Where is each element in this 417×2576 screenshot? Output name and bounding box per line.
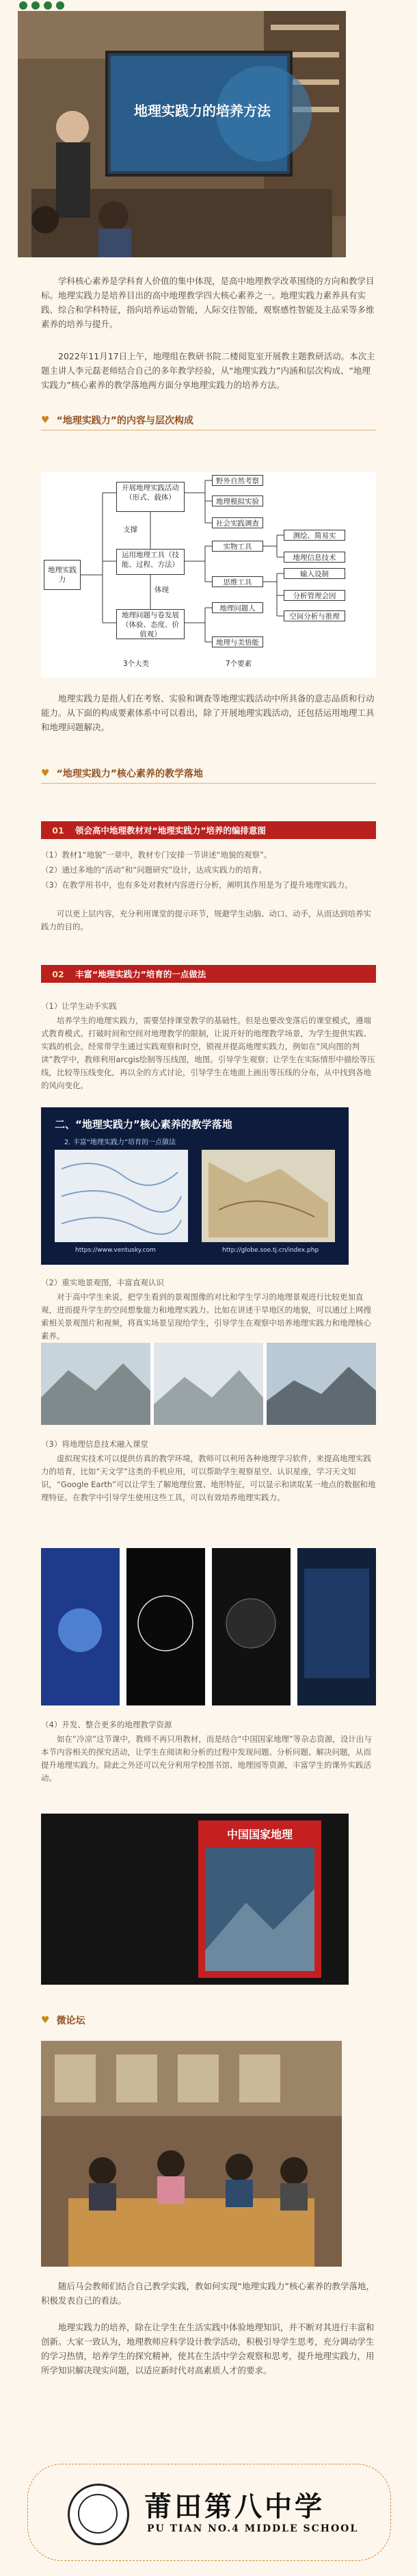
section-heading-3 — [41, 2012, 85, 2028]
item-body: 虚拟现实技术可以提供仿真的教学环境，教师可以利用各种地理学习软件，来提高地理实践力的培育，比如“天文学”这类的手机应用，可以帮助学生观察星空、认识星座，学习天文知识，“Google Earth”可以让学生了解地理位置、地形特征，可以显示和读取某一地点的数据和地理特征。在教学中引导学生使用这些工具，可以有效培养地理实践力。 — [41, 1454, 376, 1502]
slide-subtitle: 2. 丰富“地理实践力”培育的一点做法 — [64, 1139, 176, 1146]
diagram-element: 地理问题人 — [212, 602, 263, 613]
slide-screenshot — [41, 1107, 349, 1265]
discussion-photo — [41, 2041, 342, 2267]
divider — [41, 783, 376, 784]
diagram-sub-element: 分析管理会因 — [284, 590, 345, 601]
diagram-activities: 开展地理实践活动（形式、载体） — [116, 482, 185, 512]
comment-icon[interactable] — [44, 1, 52, 10]
magazine-photo — [41, 1814, 349, 1985]
slide-title: 二、“地理实践力”核心素养的教学落地 — [55, 1118, 232, 1131]
subsection-banner-2 — [41, 965, 376, 983]
diagram-element: 野外自然考察 — [212, 475, 263, 486]
section-heading-2 — [41, 765, 203, 782]
diagram-bottom-right: 7个要素 — [226, 660, 252, 668]
landscape-collage — [41, 1343, 376, 1425]
school-footer — [27, 2464, 391, 2561]
section-title: “地理实践力”的内容与层次构成 — [56, 415, 193, 426]
list-item: （1）教材1“地貌”一章中，教材专门安排一节讲述“地貌的观察”。 — [41, 850, 272, 860]
like-icon[interactable] — [31, 1, 40, 10]
banner-text: 丰富“地理实践力”培育的一点做法 — [75, 969, 206, 979]
section-title: “地理实践力”核心素养的教学落地 — [56, 769, 203, 780]
diagram-element: 思维工具 — [212, 576, 263, 587]
list-item: （3）在教学用书中，也有多处对教材内容进行分析，阐明其作用是为了提升地理实践力。 — [41, 880, 353, 890]
heart-icon: ♥ — [41, 415, 50, 426]
diagram-center: 地理实践力 — [44, 560, 81, 590]
item-title: （2）重实地景观图，丰富直观认识 — [41, 1278, 164, 1287]
item-title: （4）开发、整合更多的地理教学资源 — [41, 1720, 172, 1729]
diagram-embody-label: 体现 — [154, 586, 169, 594]
school-logo-icon — [68, 2484, 129, 2545]
diagram-element: 社会实践调查 — [212, 517, 263, 528]
app-screenshots — [41, 1548, 376, 1705]
share-icon[interactable] — [19, 1, 27, 10]
slide-url[interactable]: http://globe.soe.tj.cn/index.php — [222, 1247, 319, 1254]
diagram-element: 地理与美悟能 — [212, 636, 263, 647]
section-title: 微论坛 — [56, 2015, 85, 2026]
competency-diagram — [41, 472, 376, 678]
banner-text: 领会高中地理教材对“地理实践力”培养的编排意图 — [75, 825, 266, 836]
diagram-problems: 地理问题与卷发展（体验、态度、价值观） — [116, 609, 185, 639]
section-heading-1 — [41, 412, 193, 428]
school-name: 莆田第八中学 — [144, 2490, 325, 2523]
diagram-element: 实物工具 — [212, 541, 263, 552]
section1-paragraph: 地理实践力是指人们在考察、实验和调查等地理实践活动中所具备的意志品质和行动能力。从下面的构成要素体系中可以看出，除了开展地理实践活动，还包括运用地理工具和地理问题解决。 — [41, 693, 375, 732]
item-title: （3）将地理信息技术融入课堂 — [41, 1439, 148, 1449]
diagram-sub-element: 输入设制 — [284, 568, 345, 579]
slide-url[interactable]: https://www.ventusky.com — [75, 1247, 156, 1254]
subsection-banner-1 — [41, 821, 376, 839]
list-item: （2）通过多地的“活动”和“问题研究”设计，达成实践力的培育。 — [41, 865, 267, 875]
list-summary: 可以更上层内容，充分利用课堂的提示环节，规避学生动脑、动口、动手，从而达到培养实践力的目的。 — [41, 909, 371, 931]
diagram-sub-element: 测绘、简易实 — [284, 530, 345, 541]
magazine-title: 中国国家地理 — [226, 1828, 293, 1841]
heart-icon: ♥ — [41, 768, 50, 779]
closing-paragraph-2: 地理实践力的培养，除在让学生在生活实践中体验地理知识，并不断对其进行丰富和创新。大家一致认为，地理教师应科学设计教学活动，积极引导学生思考，充分调动学生的学习热情，培养学生的探究精神，使其在生活中学会观察和思考，提升地理实践力，用所学知识解决现实问题，以适应新时代对高素质人才的要求。 — [41, 2322, 375, 2375]
diagram-sub-element: 地理信息技术 — [284, 552, 345, 563]
intro-paragraph-2: 2022年11月17日上午，地理组在教研书院二楼阅览室开展教主题教研活动。本次主题主讲人李元磊老师结合自己的多年教学经验，从“地理实践力”内涵和层次构成、“地理实践力”核心素养的教学落地两方面分享地理实践力的培养方法。 — [41, 351, 375, 390]
banner-number: 01 — [52, 825, 64, 836]
forward-icon[interactable] — [56, 1, 64, 10]
closing-paragraph-1: 随后马会教师们结合自己教学实践，教如何实现“地理实践力”核心素养的教学落地，积极发表自己的看法。 — [41, 2281, 375, 2306]
hero-photo — [18, 11, 346, 257]
diagram-bottom-left: 3个大类 — [123, 660, 150, 668]
item-body: 培养学生的地理实践力，需要坚持课堂教学的基础性。但是也要改变落后的课堂模式，遵端式教育模式。打破时间和空间对地理教学的限制，让说开好的地理教学场景，为学生提供实践、实践的机会。经常带学生通过实践观察和时空，锁视并提高地理实践力，例如在“风向图的判读”教学中，教师利用arcgis绘制等压线图，地图。引导学生观察；让学生在实际情形中描绘等压线，比较等压线变化，再以全的方式讨论，引导学生在地面上画出等压线的分布，从中找到各地的风向变化。 — [41, 1016, 375, 1090]
item-body: 对于高中学生来说，把学生看到的景观图像的对比和学生学习的地理景观进行比较更加直观，进而提升学生的空间想象能力和地理实践力。比如在讲述干旱地区的地貌，可以通过上网搜索相关景观图片和视频，将真实场景呈现给学生，引导学生在观察中培养地理实践力和地理核心素养。 — [41, 1292, 371, 1341]
diagram-element: 地理模拟实验 — [212, 495, 263, 506]
item-body: 如在“冷凉”这节课中，教师不再只用教材，而是结合“中国国家地理”等杂志资源，设计出与本节内容相关的探究活动，让学生在阅读和分析的过程中发现问题、分析问题、解决问题，从而提升地理实践力。除此之外还可以充分利用学校图书馆、地理园等资源，丰富学生的课外实践活动。 — [41, 1734, 372, 1783]
screen-title: 地理实践力的培养方法 — [134, 103, 271, 119]
diagram-support-label: 支撑 — [123, 526, 137, 534]
heart-icon: ♥ — [41, 2015, 50, 2026]
school-name-en: PU TIAN NO.4 MIDDLE SCHOOL — [147, 2523, 359, 2534]
banner-number: 02 — [52, 968, 64, 979]
diagram-tools: 运用地理工具（技能、过程、方法） — [116, 549, 185, 575]
diagram-sub-element: 空间分析与推理 — [284, 610, 345, 621]
item-title: （1）让学生动手实践 — [41, 1001, 117, 1011]
intro-paragraph-1: 学科核心素养是学科育人价值的集中体现，是高中地理教学改革围绕的方向和教学目标。地理实践力是培养目出的高中地理教学四大核心素养之一。地理实践力素养具有实践、综合和学科特征，指向培养运动智能，人际交往智能，观察感性智能及主品采等多维素养的培养与提升。 — [41, 276, 375, 329]
